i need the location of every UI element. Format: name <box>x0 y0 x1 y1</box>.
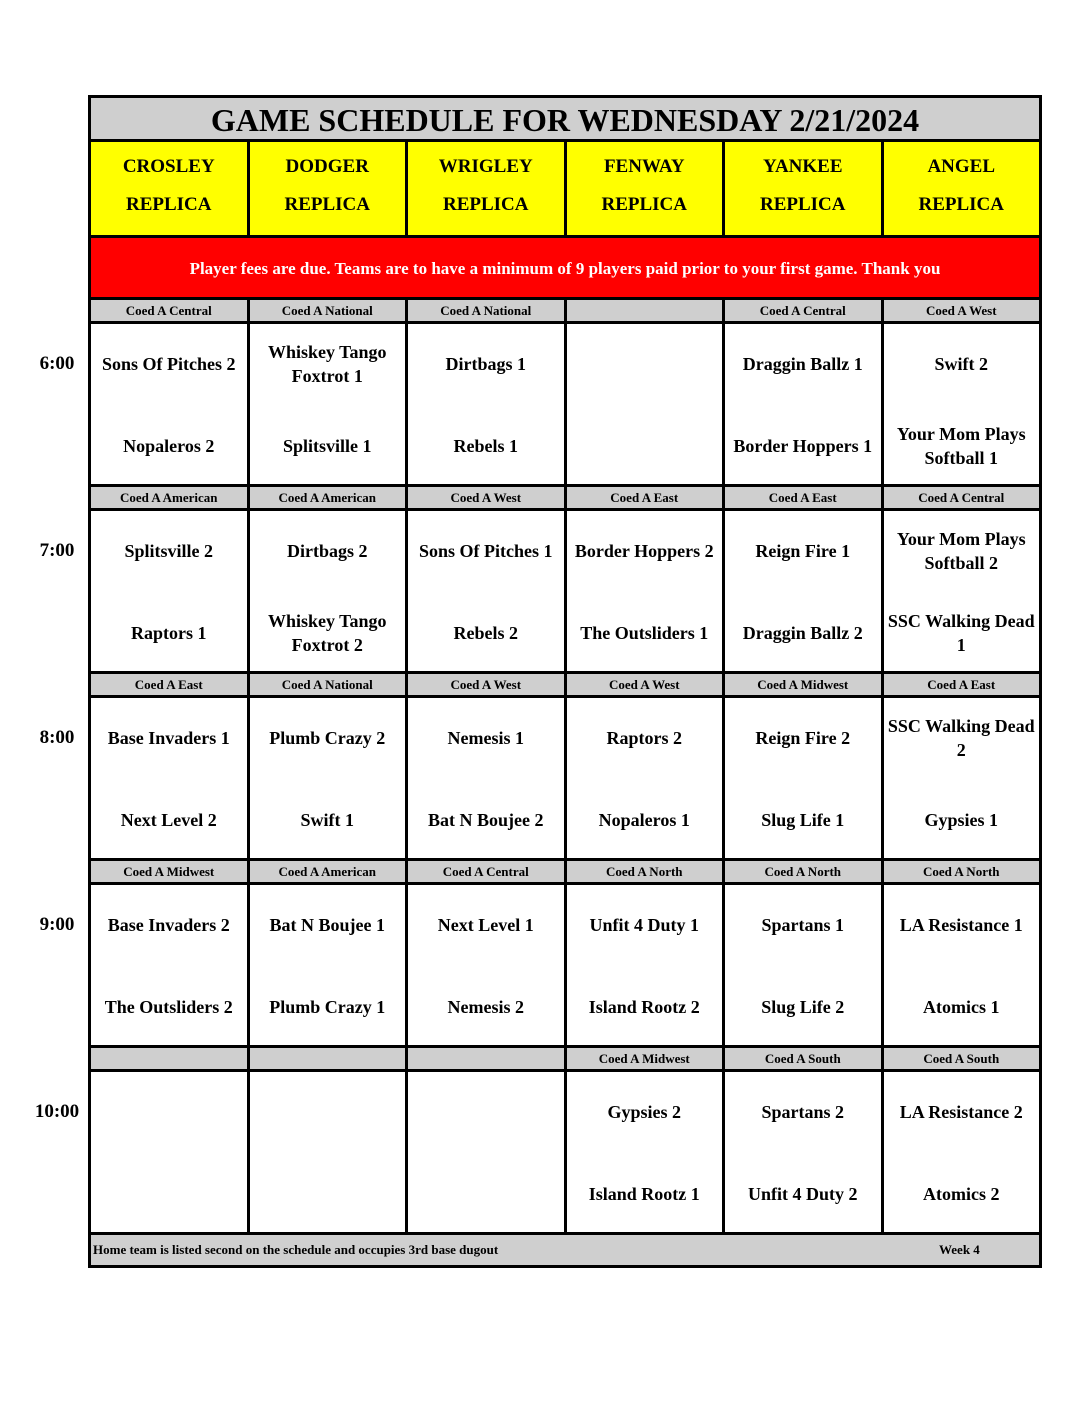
game-cell <box>725 885 884 1045</box>
game-cell <box>250 324 409 484</box>
division-label: Coed A South <box>884 1048 1040 1069</box>
game-cell <box>725 1072 884 1232</box>
away-team: Sons Of Pitches 2 <box>101 354 236 374</box>
division-label: Coed A West <box>408 674 567 695</box>
division-label: Coed A Central <box>884 487 1040 508</box>
away-team: Border Hoppers 2 <box>574 541 714 561</box>
away-team: Nemesis 1 <box>447 728 524 748</box>
schedule-footer <box>91 1235 1039 1265</box>
field-name: DODGER <box>285 156 369 177</box>
field-header <box>408 142 567 235</box>
field-header <box>250 142 409 235</box>
game-cell <box>408 1072 567 1232</box>
home-team: Unfit 4 Duty 2 <box>747 1184 858 1204</box>
away-team: Plumb Crazy 2 <box>269 728 386 748</box>
schedule-sheet <box>88 95 1042 1268</box>
division-label: Coed A National <box>250 674 409 695</box>
division-label: Coed A American <box>250 861 409 882</box>
field-name: ANGEL <box>927 156 996 177</box>
home-team: Slug Life 1 <box>761 810 845 830</box>
home-team: The Outsliders 1 <box>580 623 709 643</box>
home-team: Splitsville 1 <box>282 436 372 456</box>
game-cell <box>250 1072 409 1232</box>
away-team <box>410 1088 562 1136</box>
game-cell <box>250 885 409 1045</box>
game-cell <box>725 698 884 858</box>
away-team <box>252 1088 404 1136</box>
division-label: Coed A Midwest <box>725 674 884 695</box>
division-label: Coed A South <box>725 1048 884 1069</box>
away-team: Gypsies 2 <box>607 1102 681 1122</box>
field-subtitle: REPLICA <box>759 194 846 215</box>
away-team: Base Invaders 2 <box>107 915 230 935</box>
field-header <box>884 142 1040 235</box>
away-team: Bat N Boujee 1 <box>269 915 385 935</box>
game-cell <box>725 511 884 671</box>
home-team: Nopaleros 1 <box>598 810 690 830</box>
game-cell <box>567 698 726 858</box>
division-row <box>91 1048 1039 1072</box>
field-name: WRIGLEY <box>438 156 533 177</box>
home-team: Island Rootz 1 <box>588 1184 700 1204</box>
home-team: Bat N Boujee 2 <box>428 810 544 830</box>
away-team: LA Resistance 2 <box>899 1102 1023 1122</box>
time-slot <box>91 1048 1039 1235</box>
home-team: Nopaleros 2 <box>123 436 215 456</box>
game-cell <box>884 698 1040 858</box>
field-subtitle: REPLICA <box>125 194 212 215</box>
away-team: Spartans 2 <box>761 1102 845 1122</box>
game-cell <box>408 511 567 671</box>
away-team: Raptors 2 <box>606 728 682 748</box>
home-team: SSC Walking Dead 1 <box>887 611 1035 655</box>
away-team: Splitsville 2 <box>124 541 213 561</box>
division-label: Coed A East <box>91 674 250 695</box>
game-cell <box>567 324 726 484</box>
time-label: 8:00 <box>39 727 75 748</box>
home-team <box>252 1170 404 1218</box>
division-label <box>250 1048 409 1069</box>
game-cell <box>91 1072 250 1232</box>
away-team <box>569 340 721 388</box>
field-subtitle: REPLICA <box>284 194 370 215</box>
home-team: Your Mom Plays Softball 1 <box>896 424 1026 468</box>
away-team: Spartans 1 <box>761 915 845 935</box>
week-label: Week 4 <box>939 1242 980 1257</box>
division-row <box>91 861 1039 885</box>
schedule-title: GAME SCHEDULE FOR WEDNESDAY 2/21/2024 <box>91 98 1039 142</box>
home-team: Whiskey Tango Foxtrot 2 <box>267 611 387 655</box>
division-label: Coed A Midwest <box>91 861 250 882</box>
time-slot <box>91 300 1039 487</box>
time-slot <box>91 487 1039 674</box>
field-header <box>567 142 726 235</box>
division-row <box>91 487 1039 511</box>
division-label: Coed A Central <box>408 861 567 882</box>
home-team: Gypsies 1 <box>924 810 998 830</box>
away-team: Your Mom Plays Softball 2 <box>896 529 1026 573</box>
time-label: 7:00 <box>39 540 75 561</box>
field-header <box>725 142 884 235</box>
game-cell <box>408 698 567 858</box>
division-row <box>91 300 1039 324</box>
game-cell <box>884 1072 1040 1232</box>
game-cell <box>91 324 250 484</box>
division-label <box>408 1048 567 1069</box>
division-label <box>91 1048 250 1069</box>
game-cell <box>567 511 726 671</box>
division-label: Coed A American <box>250 487 409 508</box>
home-team-note: Home team is listed second on the schedule and occupies 3rd base dugout <box>93 1242 499 1257</box>
division-label: Coed A West <box>567 674 726 695</box>
division-label: Coed A Central <box>91 300 250 321</box>
field-name: CROSLEY <box>122 156 215 177</box>
away-team: SSC Walking Dead 2 <box>887 716 1035 760</box>
home-team: Next Level 2 <box>120 810 217 830</box>
home-team: Atomics 1 <box>923 997 1000 1017</box>
game-cell <box>725 324 884 484</box>
home-team: Atomics 2 <box>923 1184 1000 1204</box>
game-cell <box>408 885 567 1045</box>
division-label: Coed A Midwest <box>567 1048 726 1069</box>
division-label: Coed A North <box>884 861 1040 882</box>
division-label: Coed A East <box>884 674 1040 695</box>
games-row <box>91 511 1039 674</box>
game-cell <box>250 698 409 858</box>
game-cell <box>91 885 250 1045</box>
games-row <box>91 698 1039 861</box>
time-label: 6:00 <box>39 353 75 374</box>
away-team: Unfit 4 Duty 1 <box>589 915 699 935</box>
away-team: Next Level 1 <box>437 915 534 935</box>
game-cell <box>91 698 250 858</box>
division-label: Coed A National <box>408 300 567 321</box>
away-team <box>93 1088 245 1136</box>
division-label <box>567 300 726 321</box>
field-subtitle: REPLICA <box>442 194 529 215</box>
game-cell <box>408 324 567 484</box>
away-team: LA Resistance 1 <box>899 915 1023 935</box>
game-cell <box>91 511 250 671</box>
away-team: Reign Fire 2 <box>755 728 851 748</box>
home-team: Rebels 2 <box>453 623 518 643</box>
home-team <box>410 1170 562 1218</box>
game-cell <box>250 511 409 671</box>
home-team: Border Hoppers 1 <box>733 436 873 456</box>
field-header-row <box>91 142 1039 238</box>
home-team: Draggin Ballz 2 <box>742 623 863 643</box>
field-header <box>91 142 250 235</box>
division-label: Coed A East <box>725 487 884 508</box>
home-team: Rebels 1 <box>453 436 518 456</box>
division-label: Coed A North <box>567 861 726 882</box>
time-slot <box>91 674 1039 861</box>
home-team: Raptors 1 <box>131 623 207 643</box>
home-team: Nemesis 2 <box>447 997 524 1017</box>
home-team: Island Rootz 2 <box>588 997 700 1017</box>
home-team: Slug Life 2 <box>761 997 845 1017</box>
division-label: Coed A National <box>250 300 409 321</box>
home-team: The Outsliders 2 <box>104 997 233 1017</box>
away-team: Dirtbags 1 <box>445 354 526 374</box>
home-team <box>93 1170 245 1218</box>
division-row <box>91 674 1039 698</box>
game-cell <box>884 511 1040 671</box>
player-fees-notice: Player fees are due. Teams are to have a minimum of 9 players paid prior to your first game. Thank you <box>91 238 1039 300</box>
game-cell <box>884 324 1040 484</box>
field-name: YANKEE <box>762 156 843 177</box>
field-subtitle: REPLICA <box>918 194 1004 215</box>
games-row <box>91 324 1039 487</box>
division-label: Coed A North <box>725 861 884 882</box>
division-label: Coed A East <box>567 487 726 508</box>
division-label: Coed A Central <box>725 300 884 321</box>
games-row <box>91 885 1039 1048</box>
away-team: Swift 2 <box>934 354 988 374</box>
home-team <box>569 422 721 470</box>
division-label: Coed A American <box>91 487 250 508</box>
games-row <box>91 1072 1039 1235</box>
away-team: Draggin Ballz 1 <box>742 354 863 374</box>
time-slot <box>91 861 1039 1048</box>
division-label: Coed A West <box>408 487 567 508</box>
home-team: Plumb Crazy 1 <box>269 997 386 1017</box>
time-label: 10:00 <box>34 1101 80 1122</box>
away-team: Base Invaders 1 <box>107 728 230 748</box>
field-name: FENWAY <box>603 156 685 177</box>
game-cell <box>884 885 1040 1045</box>
away-team: Sons Of Pitches 1 <box>418 541 553 561</box>
division-label: Coed A West <box>884 300 1040 321</box>
time-column <box>0 0 88 1408</box>
away-team: Whiskey Tango Foxtrot 1 <box>267 342 387 386</box>
home-team: Swift 1 <box>300 810 354 830</box>
field-subtitle: REPLICA <box>601 194 687 215</box>
game-cell <box>567 1072 726 1232</box>
away-team: Reign Fire 1 <box>755 541 851 561</box>
game-cell <box>567 885 726 1045</box>
time-label: 9:00 <box>39 914 75 935</box>
away-team: Dirtbags 2 <box>287 541 368 561</box>
